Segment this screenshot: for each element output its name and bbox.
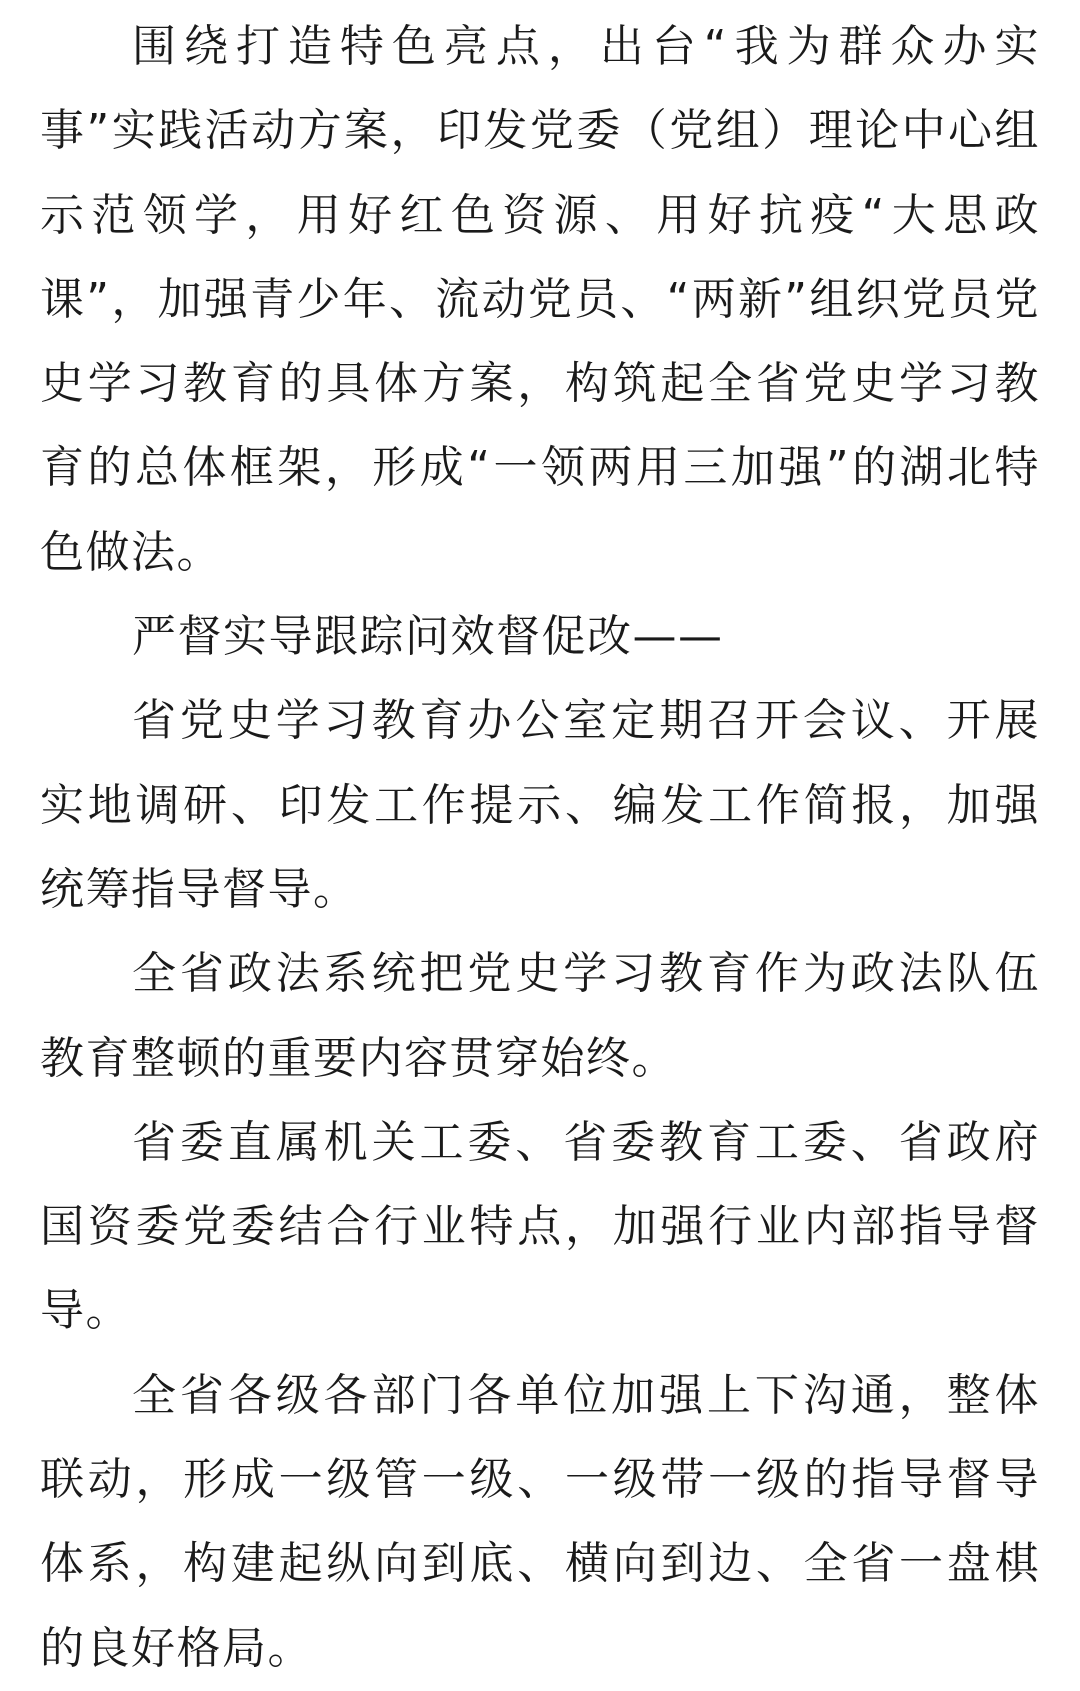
paragraph-3: 省党史学习教育办公室定期召开会议、开展实地调研、印发工作提示、编发工作简报，加强统筹指导督导。 [40,695,1040,915]
paragraph-1: 围绕打造特色亮点，出台“我为群众办实事”实践活动方案，印发党委（党组）理论中心组示范领学，用好红色资源、用好抗疫“大思政课”，加强青少年、流动党员、“两新”组织党员党史学习教育的具体方案，构筑起全省党史学习教育的总体框架，形成“一领两用三加强”的湖北特色做法。 [40,21,1040,578]
paragraph-2-subheading: 严督实导跟踪问效督促改—— [132,611,724,663]
paragraph-4: 全省政法系统把党史学习教育作为政法队伍教育整顿的重要内容贯穿始终。 [40,948,1040,1084]
article-body [0,5,1080,1674]
paragraph-6: 全省各级各部门各单位加强上下沟通，整体联动，形成一级管一级、一级带一级的指导督导体系，构建起纵向到底、横向到边、全省一盘棋的良好格局。 [40,1369,1040,1674]
paragraph-5: 省委直属机关工委、省委教育工委、省政府国资委党委结合行业特点，加强行业内部指导督导。 [40,1116,1040,1337]
